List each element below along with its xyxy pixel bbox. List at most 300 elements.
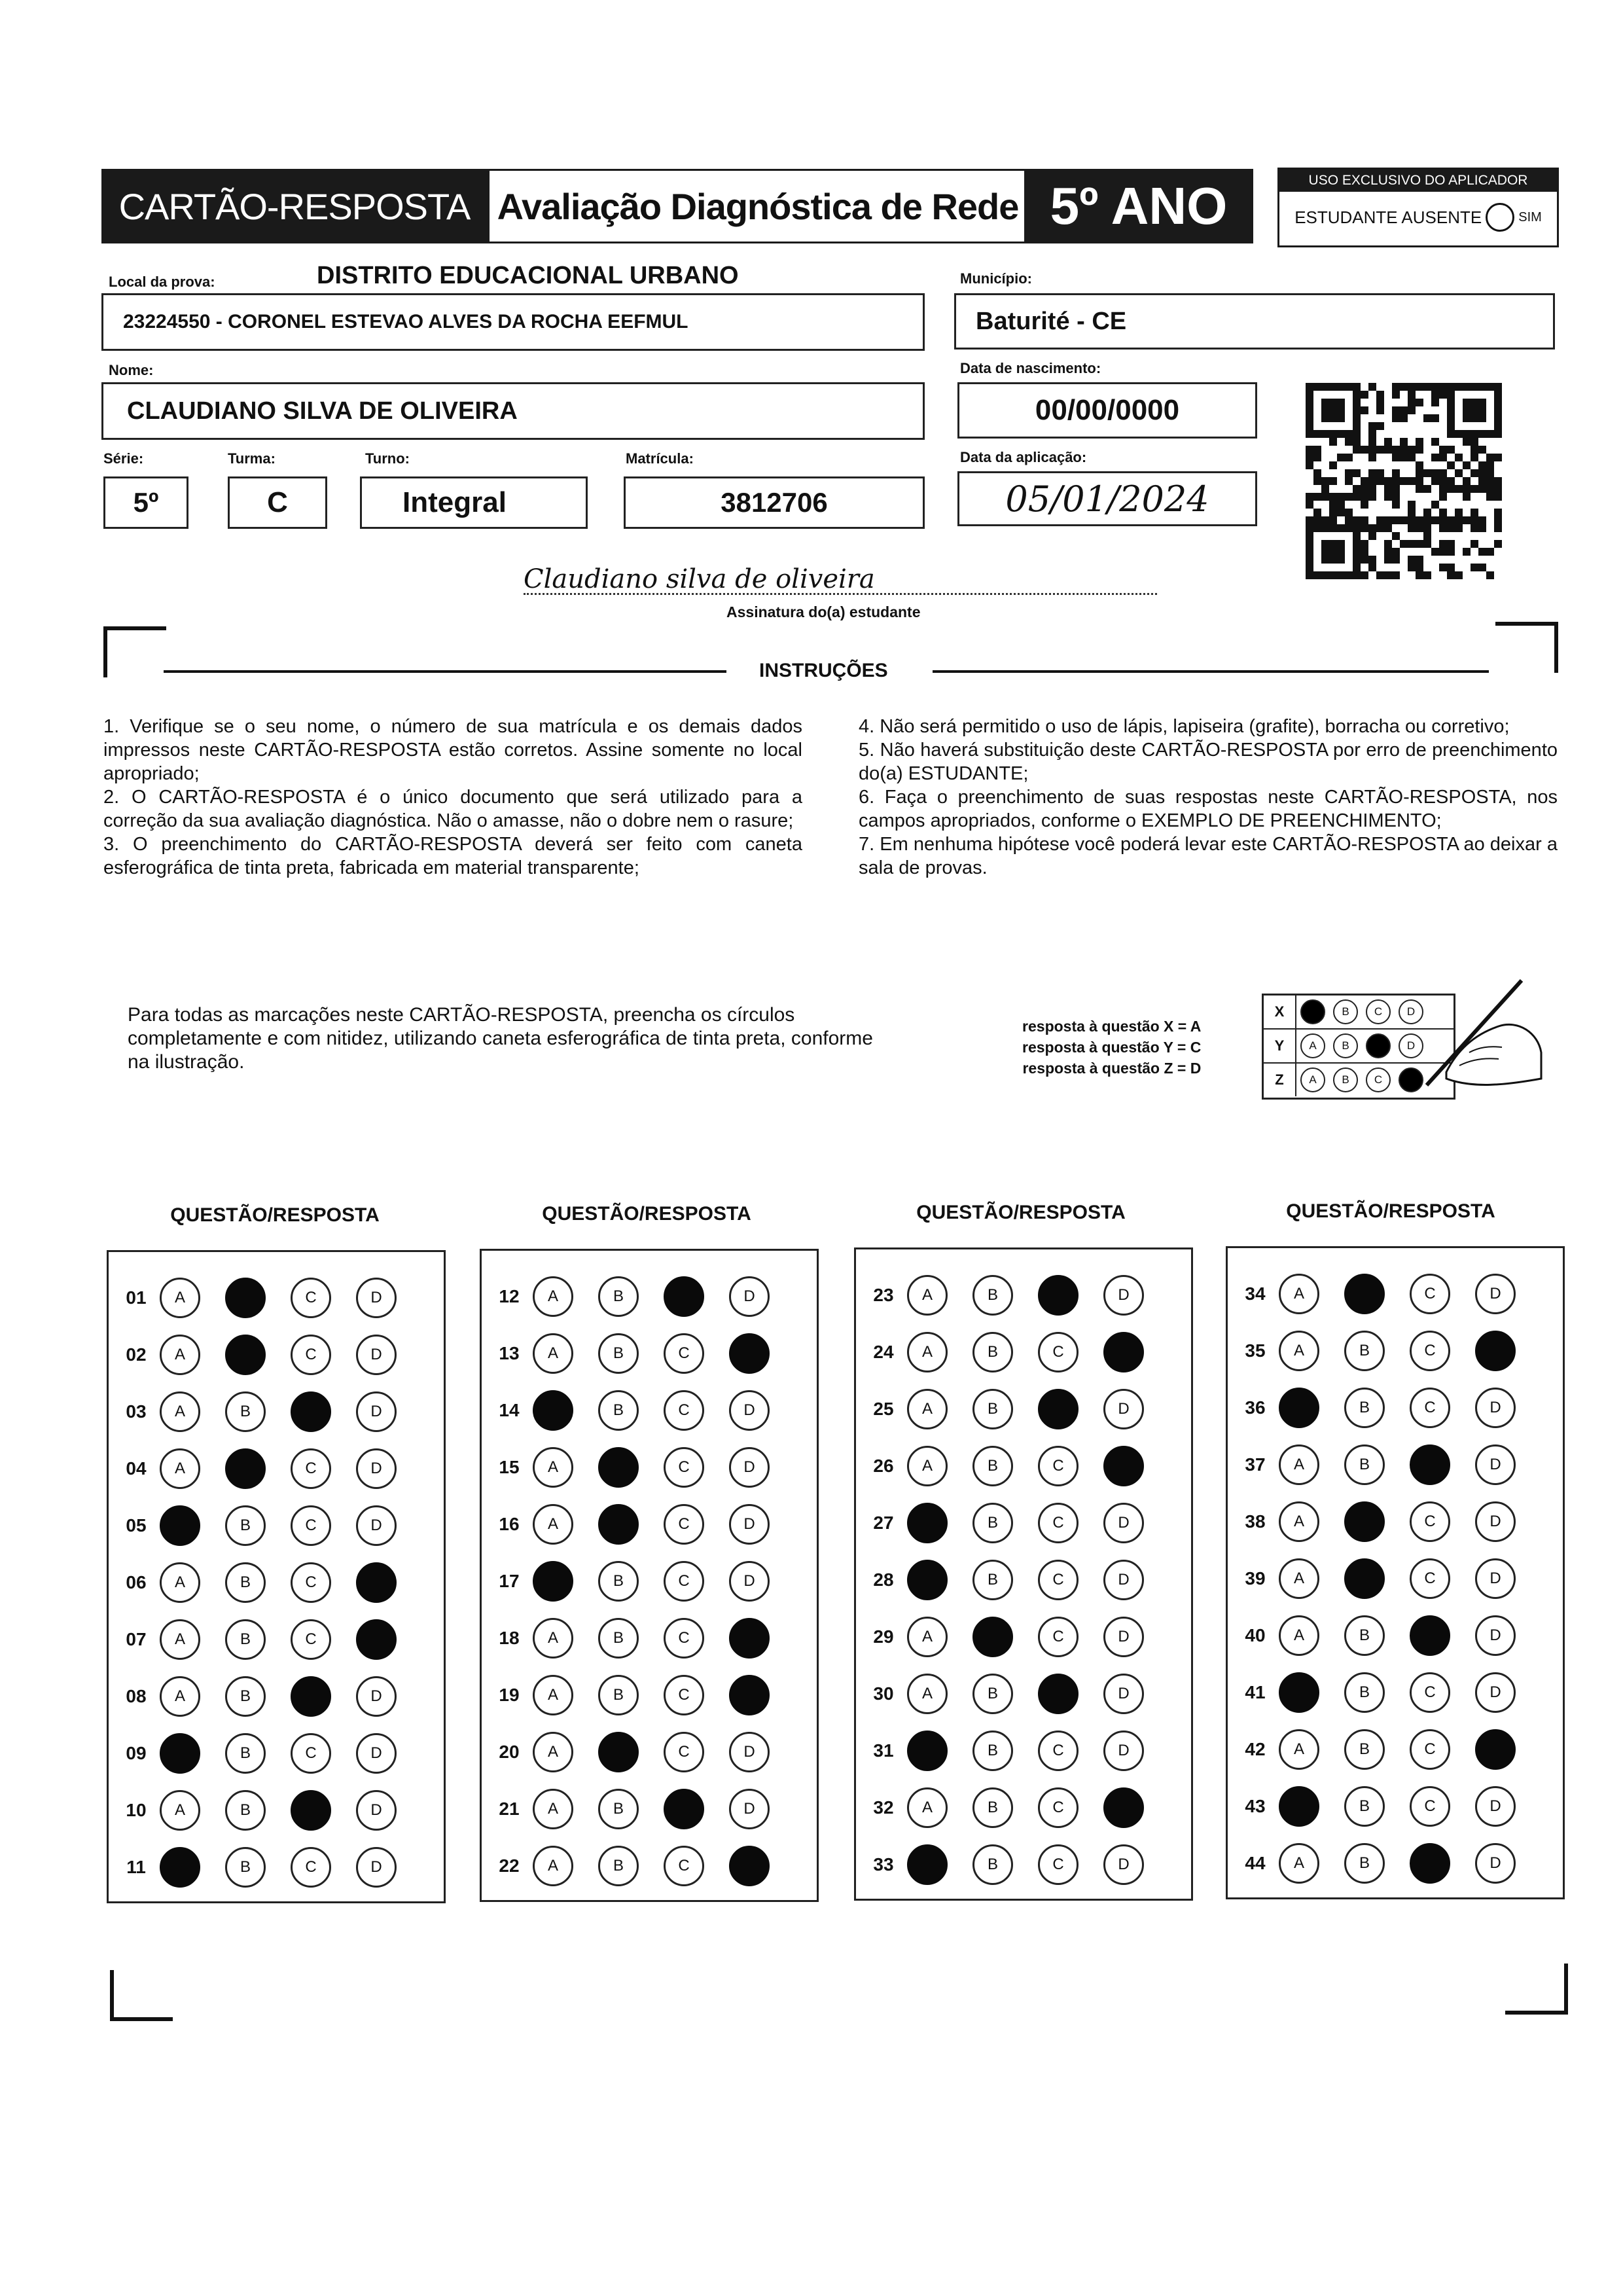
answer-bubble-d[interactable]: D <box>356 1676 397 1717</box>
school-field: 23224550 - CORONEL ESTEVAO ALVES DA ROCHA EEFMUL <box>101 293 925 351</box>
answer-bubble-a[interactable] <box>907 1844 948 1885</box>
answer-bubble-b[interactable]: B <box>598 1561 639 1602</box>
answer-bubble-d[interactable] <box>729 1333 770 1374</box>
answer-bubble-d[interactable]: D <box>729 1276 770 1317</box>
answer-bubble-c[interactable]: C <box>1410 1672 1450 1713</box>
example-bubble-b: B <box>1333 999 1358 1024</box>
instruction-6: 6. Faça o preenchimento de suas respostas neste CARTÃO-RESPOSTA, nos campos apropriados, conforme o EXEMPLO DE PREENCHIMENTO; <box>859 787 1558 831</box>
answer-bubble-d[interactable]: D <box>729 1390 770 1431</box>
answer-bubble-b[interactable]: B <box>972 1503 1013 1543</box>
answer-bubble-a[interactable]: A <box>907 1275 948 1316</box>
answer-bubble-b[interactable] <box>225 1448 266 1489</box>
answer-bubble-c[interactable]: C <box>1038 1503 1079 1543</box>
example-caption-y: resposta à questão Y = C <box>1022 1039 1202 1056</box>
question-row <box>1228 1607 1563 1664</box>
answer-bubble-d[interactable]: D <box>729 1732 770 1772</box>
instruction-4: 4. Não será permitido o uso de lápis, lapiseira (grafite), borracha ou corretivo; <box>859 716 1510 737</box>
question-number: 02 <box>126 1344 147 1365</box>
example-bubble-c <box>1366 1033 1391 1058</box>
answer-bubble-d[interactable]: D <box>356 1847 397 1888</box>
answer-bubble-a[interactable]: A <box>160 1391 200 1432</box>
answer-bubble-d[interactable]: D <box>1475 1615 1516 1656</box>
answer-bubble-b[interactable]: B <box>1344 1729 1385 1770</box>
example-bubble-c: C <box>1366 1067 1391 1092</box>
question-number: 06 <box>126 1571 147 1592</box>
answer-bubble-a[interactable]: A <box>533 1675 573 1715</box>
answer-bubble-b[interactable]: B <box>972 1332 1013 1372</box>
answer-bubble-d[interactable] <box>1103 1332 1144 1372</box>
answer-bubble-a[interactable]: A <box>1279 1331 1319 1371</box>
answer-bubble-d[interactable]: D <box>1103 1503 1144 1543</box>
question-row <box>1228 1436 1563 1493</box>
signature-line <box>524 593 1157 595</box>
answer-bubble-a[interactable] <box>907 1731 948 1771</box>
answer-bubble-b[interactable]: B <box>1344 1615 1385 1656</box>
answer-bubble-b[interactable]: B <box>972 1446 1013 1486</box>
answer-bubble-b[interactable]: B <box>1344 1331 1385 1371</box>
answer-bubble-d[interactable]: D <box>356 1448 397 1489</box>
question-number: 14 <box>499 1399 520 1420</box>
answer-bubble-a[interactable] <box>907 1503 948 1543</box>
question-number: 24 <box>873 1341 894 1362</box>
answer-bubble-c[interactable] <box>1038 1674 1079 1714</box>
answer-bubble-c[interactable]: C <box>1038 1731 1079 1771</box>
answer-bubble-d[interactable] <box>729 1618 770 1659</box>
instructions-left <box>103 715 802 880</box>
question-row <box>482 1325 817 1382</box>
answer-header-4: QUESTÃO/RESPOSTA <box>1286 1200 1495 1222</box>
question-row <box>482 1723 817 1780</box>
question-number: 11 <box>126 1856 146 1877</box>
answer-column-1 <box>107 1250 446 1903</box>
question-number: 09 <box>126 1742 147 1763</box>
question-row <box>856 1494 1191 1551</box>
instruction-1: 1. Verifique se o seu nome, o número de sua matrícula e os demais dados impressos neste CARTÃO-RESPOSTA estão corretos. Assine somente no local apropriado; <box>103 716 802 784</box>
answer-bubble-b[interactable]: B <box>1344 1388 1385 1428</box>
answer-bubble-d[interactable] <box>356 1619 397 1660</box>
question-row <box>1228 1379 1563 1436</box>
answer-bubble-a[interactable]: A <box>907 1389 948 1429</box>
question-row <box>856 1836 1191 1893</box>
answer-bubble-a[interactable]: A <box>533 1504 573 1545</box>
question-number: 03 <box>126 1401 147 1422</box>
question-row <box>482 1837 817 1894</box>
answer-bubble-a[interactable] <box>533 1390 573 1431</box>
question-number: 33 <box>873 1854 894 1874</box>
answer-bubble-d[interactable] <box>1475 1331 1516 1371</box>
answer-bubble-d[interactable]: D <box>356 1733 397 1774</box>
answer-bubble-c[interactable]: C <box>291 1562 331 1603</box>
question-row <box>109 1440 444 1497</box>
question-number: 27 <box>873 1512 894 1533</box>
answer-bubble-b[interactable]: B <box>972 1731 1013 1771</box>
corner-mark-bottom-right <box>1505 1964 1568 2015</box>
question-number: 23 <box>873 1284 894 1305</box>
answer-bubble-a[interactable]: A <box>1279 1274 1319 1314</box>
answer-bubble-d[interactable]: D <box>729 1504 770 1545</box>
answer-bubble-b[interactable]: B <box>972 1787 1013 1828</box>
question-row <box>109 1839 444 1895</box>
answer-bubble-c[interactable]: C <box>1038 1446 1079 1486</box>
answer-bubble-d[interactable]: D <box>356 1391 397 1432</box>
answer-bubble-c[interactable]: C <box>291 1448 331 1489</box>
answer-bubble-c[interactable]: C <box>1410 1274 1450 1314</box>
answer-bubble-a[interactable]: A <box>533 1846 573 1886</box>
question-row <box>1228 1835 1563 1892</box>
answer-bubble-b[interactable]: B <box>598 1675 639 1715</box>
question-number: 30 <box>873 1683 894 1704</box>
answer-bubble-d[interactable] <box>356 1562 397 1603</box>
question-row <box>482 1439 817 1496</box>
question-row <box>482 1496 817 1552</box>
answer-bubble-c[interactable]: C <box>664 1390 704 1431</box>
absent-option: SIM <box>1518 209 1542 224</box>
answer-column-4 <box>1226 1246 1565 1899</box>
answer-bubble-c[interactable]: C <box>1038 1844 1079 1885</box>
answer-bubble-c[interactable]: C <box>664 1846 704 1886</box>
answer-bubble-b[interactable] <box>225 1278 266 1318</box>
question-row <box>109 1782 444 1839</box>
answer-bubble-a[interactable] <box>1279 1388 1319 1428</box>
question-number: 17 <box>499 1570 520 1591</box>
signature-label: Assinatura do(a) estudante <box>726 603 921 620</box>
answer-header-2: QUESTÃO/RESPOSTA <box>542 1203 751 1225</box>
question-number: 05 <box>126 1515 147 1535</box>
example-row-label: X <box>1264 996 1296 1028</box>
answer-bubble-a[interactable] <box>1279 1672 1319 1713</box>
question-number: 37 <box>1245 1454 1266 1475</box>
answer-bubble-c[interactable] <box>291 1391 331 1432</box>
answer-bubble-b[interactable] <box>225 1335 266 1375</box>
grade-title: 5º ANO <box>1024 169 1253 243</box>
answer-bubble-b[interactable]: B <box>972 1275 1013 1316</box>
absent-label: ESTUDANTE AUSENTE <box>1294 207 1482 227</box>
answer-bubble-d[interactable]: D <box>729 1789 770 1829</box>
municipio-field: Baturité - CE <box>954 293 1555 350</box>
answer-column-3 <box>854 1247 1193 1901</box>
answer-bubble-b[interactable]: B <box>598 1789 639 1829</box>
question-row <box>1228 1550 1563 1607</box>
answer-bubble-d[interactable]: D <box>1475 1558 1516 1599</box>
question-row <box>109 1326 444 1383</box>
example-text: Para todas as marcações neste CARTÃO-RESPOSTA, preencha os círculos completamente e com nitidez, utilizando caneta esferográfica de tinta preta, conforme na ilustração. <box>128 1004 873 1073</box>
answer-bubble-b[interactable]: B <box>225 1619 266 1660</box>
answer-bubble-c[interactable]: C <box>291 1733 331 1774</box>
answer-bubble-d[interactable]: D <box>729 1561 770 1602</box>
instructions-title: INSTRUÇÕES <box>759 660 888 681</box>
answer-bubble-c[interactable]: C <box>1038 1332 1079 1372</box>
answer-bubble-d[interactable] <box>1103 1787 1144 1828</box>
answer-header-3: QUESTÃO/RESPOSTA <box>916 1202 1126 1223</box>
answer-bubble-a[interactable]: A <box>907 1787 948 1828</box>
answer-bubble-c[interactable]: C <box>1410 1729 1450 1770</box>
answer-bubble-c[interactable]: C <box>664 1447 704 1488</box>
local-label: Local da prova: <box>109 274 215 290</box>
answer-bubble-a[interactable]: A <box>907 1674 948 1714</box>
question-row <box>482 1552 817 1609</box>
question-row <box>856 1608 1191 1665</box>
example-bubble-d: D <box>1399 1033 1423 1058</box>
answer-bubble-a[interactable] <box>907 1560 948 1600</box>
qr-code <box>1306 383 1502 579</box>
answer-bubble-d[interactable]: D <box>1475 1786 1516 1827</box>
answer-bubble-b[interactable] <box>598 1447 639 1488</box>
answer-bubble-c[interactable]: C <box>1410 1331 1450 1371</box>
answer-bubble-c[interactable]: C <box>1410 1388 1450 1428</box>
answer-bubble-c[interactable] <box>664 1276 704 1317</box>
answer-bubble-a[interactable]: A <box>160 1278 200 1318</box>
answer-bubble-a[interactable]: A <box>1279 1558 1319 1599</box>
answer-bubble-c[interactable] <box>1410 1444 1450 1485</box>
answer-bubble-c[interactable]: C <box>291 1619 331 1660</box>
question-number: 15 <box>499 1456 520 1477</box>
answer-bubble-c[interactable]: C <box>664 1732 704 1772</box>
turma-field: C <box>228 476 327 529</box>
answer-bubble-c[interactable]: C <box>664 1561 704 1602</box>
answer-header-1: QUESTÃO/RESPOSTA <box>170 1204 380 1226</box>
question-number: 36 <box>1245 1397 1266 1418</box>
answer-bubble-c[interactable]: C <box>1038 1787 1079 1828</box>
answer-bubble-a[interactable]: A <box>1279 1843 1319 1884</box>
answer-bubble-b[interactable]: B <box>972 1844 1013 1885</box>
answer-bubble-d[interactable]: D <box>1103 1275 1144 1316</box>
example-row-label: Z <box>1264 1064 1296 1096</box>
answer-bubble-a[interactable]: A <box>160 1335 200 1375</box>
nome-field: CLAUDIANO SILVA DE OLIVEIRA <box>101 382 925 440</box>
answer-bubble-b[interactable]: B <box>598 1846 639 1886</box>
example-bubble-a: A <box>1300 1067 1325 1092</box>
answer-bubble-b[interactable]: B <box>225 1505 266 1546</box>
answer-bubble-c[interactable] <box>664 1789 704 1829</box>
question-number: 38 <box>1245 1511 1266 1532</box>
answer-bubble-c[interactable]: C <box>291 1278 331 1318</box>
question-number: 10 <box>126 1799 147 1820</box>
question-number: 29 <box>873 1626 894 1647</box>
answer-bubble-c[interactable] <box>1038 1275 1079 1316</box>
question-row <box>856 1722 1191 1779</box>
municipio-label: Município: <box>960 270 1032 287</box>
question-number: 04 <box>126 1458 147 1479</box>
answer-bubble-d[interactable]: D <box>1475 1672 1516 1713</box>
answer-bubble-a[interactable]: A <box>160 1448 200 1489</box>
answer-bubble-c[interactable]: C <box>1410 1786 1450 1827</box>
question-row <box>856 1665 1191 1722</box>
answer-bubble-b[interactable]: B <box>598 1276 639 1317</box>
absent-checkbox[interactable] <box>1486 203 1514 232</box>
answer-bubble-a[interactable]: A <box>907 1446 948 1486</box>
example-bubble-a: A <box>1300 1033 1325 1058</box>
question-row <box>109 1554 444 1611</box>
answer-bubble-c[interactable]: C <box>1038 1560 1079 1600</box>
instruction-5: 5. Não haverá substituição deste CARTÃO-RESPOSTA por erro de preenchimento do(a) ESTUDANTE; <box>859 740 1558 784</box>
answer-bubble-d[interactable]: D <box>1475 1388 1516 1428</box>
answer-bubble-b[interactable] <box>598 1732 639 1772</box>
matricula-field: 3812706 <box>624 476 925 529</box>
answer-bubble-d[interactable]: D <box>1475 1501 1516 1542</box>
answer-bubble-a[interactable]: A <box>1279 1615 1319 1656</box>
answer-bubble-b[interactable] <box>1344 1501 1385 1542</box>
answer-bubble-d[interactable]: D <box>729 1447 770 1488</box>
answer-bubble-b[interactable]: B <box>225 1733 266 1774</box>
answer-bubble-c[interactable] <box>1038 1389 1079 1429</box>
answer-bubble-b[interactable]: B <box>1344 1843 1385 1884</box>
question-row <box>1228 1778 1563 1835</box>
answer-bubble-b[interactable] <box>1344 1274 1385 1314</box>
question-number: 28 <box>873 1569 894 1590</box>
question-row <box>1228 1721 1563 1778</box>
signature: Claudiano silva de oliveira <box>524 564 875 594</box>
answer-bubble-d[interactable] <box>1475 1729 1516 1770</box>
answer-bubble-c[interactable]: C <box>291 1335 331 1375</box>
turno-field: Integral <box>360 476 588 529</box>
instructions-rule-right <box>933 670 1489 673</box>
answer-bubble-c[interactable] <box>291 1676 331 1717</box>
example-bubble-a <box>1300 999 1325 1024</box>
answer-bubble-c[interactable]: C <box>291 1847 331 1888</box>
answer-bubble-b[interactable]: B <box>972 1560 1013 1600</box>
question-number: 42 <box>1245 1738 1266 1759</box>
answer-bubble-a[interactable]: A <box>533 1276 573 1317</box>
answer-bubble-a[interactable]: A <box>160 1619 200 1660</box>
answer-bubble-c[interactable]: C <box>291 1505 331 1546</box>
answer-bubble-c[interactable] <box>1410 1615 1450 1656</box>
answer-bubble-a[interactable] <box>160 1505 200 1546</box>
answer-bubble-a[interactable]: A <box>533 1732 573 1772</box>
answer-bubble-d[interactable] <box>729 1675 770 1715</box>
question-number: 19 <box>499 1684 520 1705</box>
serie-label: Série: <box>103 450 144 467</box>
question-row <box>482 1382 817 1439</box>
question-number: 16 <box>499 1513 520 1534</box>
answer-bubble-b[interactable]: B <box>1344 1672 1385 1713</box>
answer-bubble-a[interactable]: A <box>1279 1501 1319 1542</box>
answer-bubble-a[interactable] <box>533 1561 573 1602</box>
applicator-box <box>1277 168 1559 247</box>
answer-bubble-c[interactable]: C <box>664 1618 704 1659</box>
question-row <box>482 1268 817 1325</box>
example-bubble-b: B <box>1333 1067 1358 1092</box>
answer-bubble-a[interactable]: A <box>160 1562 200 1603</box>
answer-bubble-d[interactable]: D <box>1103 1731 1144 1771</box>
question-row <box>856 1779 1191 1836</box>
instruction-2: 2. O CARTÃO-RESPOSTA é o único documento que será utilizado para a correção da sua avaliação diagnóstica. Não o amasse, não o dobre nem o rasure; <box>103 787 802 831</box>
serie-field: 5º <box>103 476 188 529</box>
answer-bubble-d[interactable]: D <box>1475 1843 1516 1884</box>
local-value: DISTRITO EDUCACIONAL URBANO <box>317 262 739 289</box>
answer-bubble-c[interactable]: C <box>664 1333 704 1374</box>
question-number: 22 <box>499 1855 520 1876</box>
answer-bubble-b[interactable]: B <box>972 1389 1013 1429</box>
answer-bubble-b[interactable]: B <box>598 1333 639 1374</box>
instructions-rule-left <box>164 670 726 673</box>
answer-bubble-a[interactable]: A <box>1279 1444 1319 1485</box>
answer-bubble-a[interactable]: A <box>533 1618 573 1659</box>
answer-bubble-d[interactable]: D <box>1475 1444 1516 1485</box>
corner-mark-bottom-left <box>110 1970 173 2021</box>
question-number: 31 <box>873 1740 894 1761</box>
answer-bubble-d[interactable]: D <box>356 1335 397 1375</box>
answer-bubble-b[interactable]: B <box>225 1676 266 1717</box>
answer-bubble-d[interactable]: D <box>1103 1617 1144 1657</box>
answer-bubble-a[interactable] <box>1279 1786 1319 1827</box>
question-row <box>109 1668 444 1725</box>
answer-bubble-d[interactable] <box>729 1846 770 1886</box>
answer-bubble-a[interactable]: A <box>1279 1729 1319 1770</box>
answer-bubble-c[interactable]: C <box>664 1504 704 1545</box>
answer-bubble-d[interactable]: D <box>356 1790 397 1831</box>
question-row <box>1228 1322 1563 1379</box>
answer-bubble-b[interactable]: B <box>225 1562 266 1603</box>
answer-bubble-b[interactable]: B <box>225 1847 266 1888</box>
question-number: 26 <box>873 1455 894 1476</box>
answer-bubble-b[interactable]: B <box>225 1391 266 1432</box>
answer-bubble-d[interactable] <box>1103 1446 1144 1486</box>
answer-bubble-a[interactable]: A <box>533 1789 573 1829</box>
answer-bubble-a[interactable]: A <box>907 1332 948 1372</box>
question-row <box>856 1380 1191 1437</box>
instruction-7: 7. Em nenhuma hipótese você poderá levar este CARTÃO-RESPOSTA ao deixar a sala de provas. <box>859 834 1558 878</box>
answer-bubble-d[interactable]: D <box>356 1278 397 1318</box>
question-number: 39 <box>1245 1568 1266 1588</box>
answer-bubble-d[interactable]: D <box>1103 1844 1144 1885</box>
answer-bubble-b[interactable]: B <box>598 1390 639 1431</box>
answer-bubble-d[interactable]: D <box>356 1505 397 1546</box>
answer-bubble-b[interactable] <box>972 1617 1013 1657</box>
answer-bubble-a[interactable]: A <box>907 1617 948 1657</box>
answer-bubble-d[interactable]: D <box>1103 1674 1144 1714</box>
answer-bubble-b[interactable]: B <box>598 1618 639 1659</box>
answer-bubble-c[interactable]: C <box>1038 1617 1079 1657</box>
question-row <box>1228 1265 1563 1322</box>
question-row <box>109 1269 444 1326</box>
answer-bubble-b[interactable] <box>1344 1558 1385 1599</box>
answer-bubble-a[interactable]: A <box>533 1333 573 1374</box>
answer-bubble-c[interactable]: C <box>1410 1558 1450 1599</box>
question-number: 43 <box>1245 1795 1266 1816</box>
answer-bubble-c[interactable]: C <box>664 1675 704 1715</box>
nascimento-label: Data de nascimento: <box>960 360 1101 376</box>
answer-bubble-a[interactable]: A <box>160 1676 200 1717</box>
question-row <box>482 1780 817 1837</box>
answer-bubble-c[interactable] <box>291 1790 331 1831</box>
question-row <box>1228 1664 1563 1721</box>
answer-bubble-a[interactable] <box>160 1733 200 1774</box>
answer-bubble-a[interactable]: A <box>533 1447 573 1488</box>
question-number: 01 <box>126 1287 147 1308</box>
answer-bubble-a[interactable]: A <box>160 1790 200 1831</box>
answer-column-2 <box>480 1249 819 1902</box>
answer-bubble-b[interactable] <box>598 1504 639 1545</box>
answer-bubble-b[interactable]: B <box>1344 1786 1385 1827</box>
corner-mark-top-right <box>1495 622 1558 673</box>
answer-bubble-b[interactable]: B <box>972 1674 1013 1714</box>
instruction-3: 3. O preenchimento do CARTÃO-RESPOSTA deverá ser feito com caneta esferográfica de tinta preta, fabricada em material transparente; <box>103 834 802 878</box>
question-number: 08 <box>126 1685 147 1706</box>
question-row <box>482 1609 817 1666</box>
answer-bubble-d[interactable]: D <box>1103 1389 1144 1429</box>
answer-bubble-d[interactable]: D <box>1475 1274 1516 1314</box>
question-row <box>856 1551 1191 1608</box>
answer-bubble-d[interactable]: D <box>1103 1560 1144 1600</box>
answer-bubble-a[interactable] <box>160 1847 200 1888</box>
question-row <box>109 1611 444 1668</box>
question-row <box>856 1323 1191 1380</box>
answer-bubble-c[interactable]: C <box>1410 1501 1450 1542</box>
answer-bubble-c[interactable] <box>1410 1843 1450 1884</box>
answer-bubble-b[interactable]: B <box>225 1790 266 1831</box>
answer-bubble-b[interactable]: B <box>1344 1444 1385 1485</box>
question-row <box>856 1437 1191 1494</box>
